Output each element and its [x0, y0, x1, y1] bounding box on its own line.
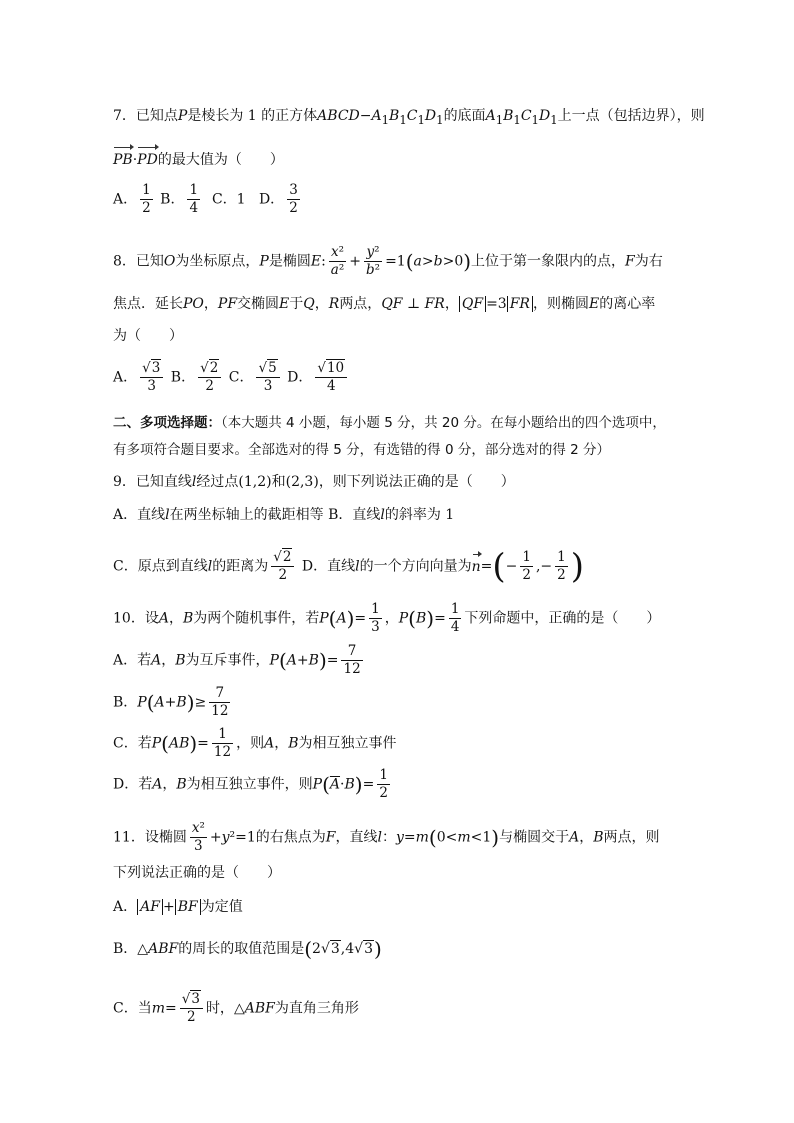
- q8-options: A． √ $\frac{3}{3}$ B． √ $\frac{2}{2}$ C． √ $\frac{5}{3}$ D． √ $\frac{10}{4}$: [113, 360, 350, 395]
- q11-text: 时，: [205, 1000, 234, 1017]
- q9-text: 和: [271, 474, 286, 490]
- q11-text: 为直角三角形: [274, 1000, 359, 1017]
- q9-text: 在两坐标轴上的截距相等: [169, 507, 324, 523]
- q7-text: 7．已知点: [113, 108, 178, 124]
- q10-text: 10．设: [113, 610, 159, 627]
- q10-text: B．: [113, 694, 138, 711]
- q7-option-a: A．: [113, 191, 138, 208]
- q10-option-b: B．P(A+B)≥ $\frac{7}{12}$: [113, 685, 229, 719]
- q10-option-c: C．若P(AB)= $\frac{1}{12}$ ，则A，B为相互独立事件: [113, 726, 397, 760]
- q11-text: 的周长的取值范围是: [178, 941, 305, 957]
- q9-text: 的距离为: [212, 558, 269, 575]
- q11-text: ，直线: [335, 829, 378, 846]
- q11-text: C．当: [113, 1000, 152, 1017]
- q7-text: 的底面: [443, 108, 486, 124]
- section2-title: 二、多项选择题：: [113, 415, 221, 431]
- q9-text: ，则下列说法正确的是（ ）: [318, 474, 515, 490]
- q11-option-a: A． AF + BF 为定值: [113, 899, 243, 915]
- q8-text: 两点，: [339, 296, 382, 312]
- q8-option-b: B．: [170, 369, 196, 386]
- q9-text: 的一个方向向量为: [359, 558, 472, 575]
- q7-option-d: D．: [258, 191, 285, 208]
- q11-text: 两点，则: [603, 829, 660, 846]
- q9-option-a: A．直线: [113, 507, 166, 523]
- q9-option-d: D．直线: [301, 558, 356, 575]
- q9-text: 的斜率为 1: [384, 507, 455, 523]
- q8-text: 为右: [634, 253, 663, 270]
- q8-stem-line3: 为（ ）: [113, 328, 183, 344]
- q10-text: ，则: [236, 735, 265, 752]
- q7-options: A． $\frac{1}{2}$ B． $\frac{1}{4}$ C．1 D． $\frac{3}{2}$: [113, 182, 298, 216]
- q8-stem-line2: 焦点．延长PO，PF交椭圆E于Q，R两点，QF ⊥ FR， QF =3 FR ，则椭圆E的离心率: [113, 296, 656, 312]
- q8-text: 上位于第一象限内的点，: [471, 253, 626, 270]
- q8-text: 的离心率: [599, 296, 656, 312]
- q8-option-c: C．: [228, 369, 254, 386]
- q10-text: 为相互独立事件: [298, 735, 397, 752]
- q8-text: 交椭圆: [237, 296, 280, 312]
- section2-instructions: （本大题共 4 小题，每小题 5 分，共 20 分。在每小题给出的四个选项中，: [221, 415, 666, 431]
- q11-text: 11．设椭圆: [113, 829, 187, 846]
- q10-text: C．若: [113, 735, 152, 752]
- q7-text: 上一点（包括边界），则: [557, 108, 705, 124]
- q10-option-d: D．若A，B为相互独立事件，则$P(\overline{A}\cdot B)=$ $\frac{1}{2}$: [113, 767, 388, 801]
- q8-text: 焦点．延长: [113, 296, 183, 312]
- q11-option-b: B．△ABF的周长的取值范围是(2 √ 3,4 √ 3): [113, 939, 382, 959]
- q8-text: 是椭圆: [268, 253, 311, 270]
- q9-options-ab: A．直线l在两坐标轴上的截距相等 B．直线l的斜率为 1: [113, 507, 455, 523]
- q7-option-b: B．: [160, 191, 185, 208]
- q10-text: 为互斥事件，: [185, 652, 270, 669]
- q10-text: 为相互独立事件，则: [186, 776, 313, 793]
- q9-text: 9．已知直线: [113, 474, 192, 490]
- q8-text: ，: [203, 296, 218, 312]
- q11-text: 与椭圆交于: [499, 829, 570, 846]
- q9-options-cd: C．原点到直线l的距离为 √ $\frac{2}{2}$ D．直线l的一个方向向量为n=(− $\frac{1}{2}$ ,− $\frac{1}{2}$ ): [113, 549, 584, 584]
- q8-option-d: D．: [287, 369, 313, 386]
- q10-text: 下列命题中，正确的是（ ）: [464, 610, 661, 627]
- q7-option-c: C．1: [211, 191, 246, 208]
- q8-text: 于: [289, 296, 304, 312]
- q11-text: A．: [113, 899, 138, 915]
- section2-heading-line2: 有多项符合题目要求。全部选对的得 5 分，有选错的得 0 分，部分选对的得 2 分）: [113, 442, 611, 458]
- q8-text: ，则椭圆: [532, 296, 589, 312]
- q11-option-c: C．当m= √ $\frac{3}{2}$ 时，△ABF为直角三角形: [113, 991, 359, 1026]
- q11-text: 的右焦点为: [255, 829, 326, 846]
- q8-option-a: A．: [113, 369, 138, 386]
- q10-text: 为两个随机事件，若: [193, 610, 320, 627]
- q7-text: 的最大值为（ ）: [157, 152, 284, 168]
- q11-text: 为定值: [200, 899, 243, 915]
- q11-stem-line1: 11．设椭圆 $\frac{\text{x²}}{3}$ +y²=1的右焦点为F，直线l：y=m(0<m<1)与椭圆交于A，B两点，则: [113, 820, 660, 854]
- q10-stem: 10．设A，B为两个随机事件，若P(A)= $\frac{1}{3}$ ，P(B)= $\frac{1}{4}$ 下列命题中，正确的是（ ）: [113, 601, 661, 635]
- q10-text: D．若: [113, 776, 153, 793]
- q9-text: 经过点: [196, 474, 239, 490]
- section2-heading-line1: [113, 413, 666, 433]
- q11-stem-line2: 下列说法正确的是（ ）: [113, 865, 281, 881]
- q7-stem-line2: PB·PD的最大值为（ ）: [113, 152, 284, 168]
- q8-stem-line1: 8．已知O为坐标原点，P是椭圆E: $\frac{\text{x²}}{\text{a²}}$ + $\frac{\text{y²}}{\text{b²}}$ =1(a>b>0)上位于第一象限内的点，F为右: [113, 244, 663, 278]
- q10-text: A．若: [113, 652, 152, 669]
- q9-option-c: C．原点到直线: [113, 558, 208, 575]
- q8-text: 为坐标原点，: [175, 253, 260, 270]
- q8-text: 8．已知: [113, 253, 164, 270]
- q9-stem: 9．已知直线l经过点(1,2)和(2,3)，则下列说法正确的是（ ）: [113, 474, 515, 490]
- q11-text: B．: [113, 941, 138, 957]
- q10-option-a: A．若A，B为互斥事件，P(A+B)= $\frac{7}{12}$: [113, 643, 361, 677]
- q9-option-b: B．直线: [328, 507, 381, 523]
- q7-text: 是棱长为 1 的正方体: [187, 108, 318, 124]
- q7-stem-line1: 7．已知点P是棱长为 1 的正方体$ABCD-A_1B_1C_1D_1$的底面$A_1B_1C_1D_1$上一点（包括边界），则: [113, 108, 705, 127]
